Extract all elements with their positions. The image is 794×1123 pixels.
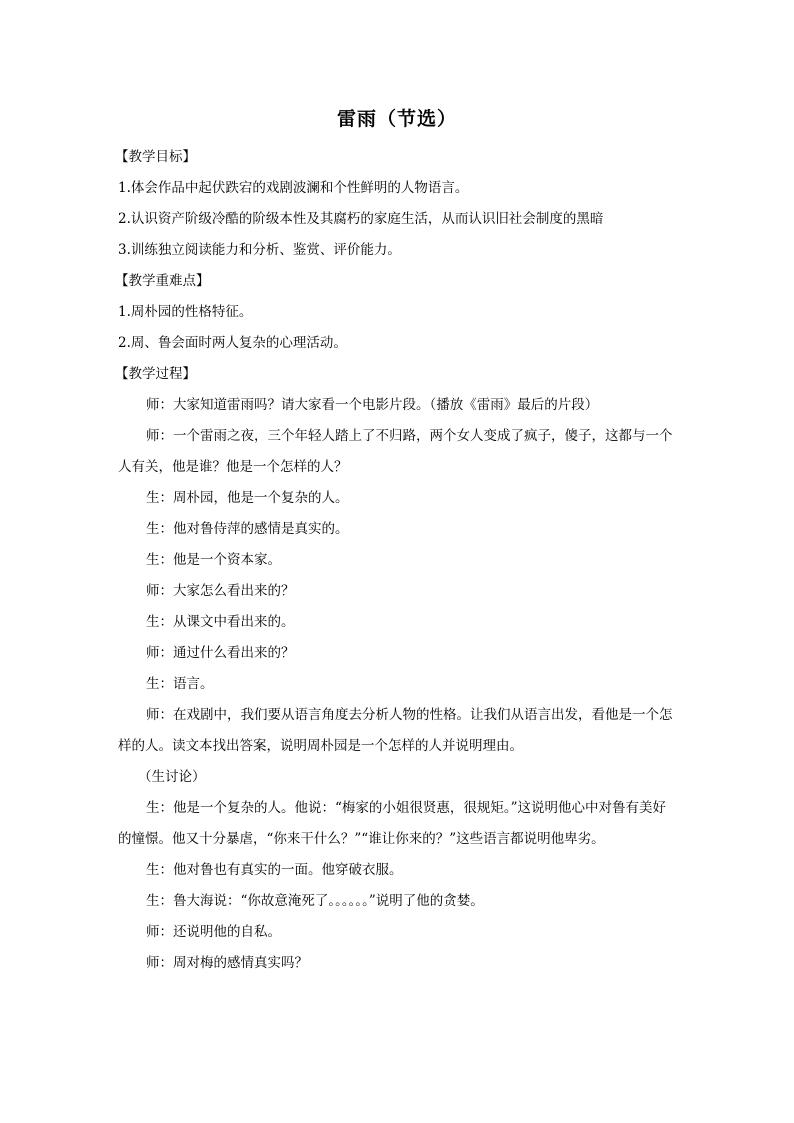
dialogue-line: 生：从课文中看出来的。 <box>146 614 295 630</box>
key-point-item: 1.周朴园的性格特征。 <box>118 304 253 320</box>
dialogue-line: 生：他对鲁侍萍的感情是真实的。 <box>146 521 349 537</box>
goals-heading: 【教学目标】 <box>115 149 196 165</box>
document-body <box>115 142 678 979</box>
dialogue-line: 生：他是一个资本家。 <box>146 552 281 568</box>
dialogue-line: 生：他是一个复杂的人。他说：“梅家的小姐很贤惠，很规矩。”这说明他心中对鲁有美好的憧憬。他又十分暴虐，“你来干什么？”“谁让你来的？”这些语言都说明他卑劣。 <box>118 800 667 847</box>
dialogue-line: 师：周对梅的感情真实吗？ <box>146 955 308 971</box>
dialogue-line: 师：大家知道雷雨吗？请大家看一个电影片段。（播放《雷雨》最后的片段） <box>146 397 599 413</box>
goal-item: 1.体会作品中起伏跌宕的戏剧波澜和个性鲜明的人物语言。 <box>118 180 469 196</box>
dialogue-line: 师：还说明他的自私。 <box>146 924 281 940</box>
dialogue-line: 师：一个雷雨之夜，三个年轻人踏上了不归路，两个女人变成了疯子，傻子，这都与一个人有关，他是谁？他是一个怎样的人？ <box>118 428 673 475</box>
goal-item: 2.认识资产阶级冷酷的阶级本性及其腐朽的家庭生活，从而认识旧社会制度的黑暗 <box>118 211 604 227</box>
dialogue-line: 生：他对鲁也有真实的一面。他穿破衣服。 <box>146 862 403 878</box>
dialogue-line: 生：鲁大海说：“你故意淹死了。。。。。。”说明了他的贪婪。 <box>146 893 484 909</box>
document-title: 雷雨（节选） <box>336 108 457 130</box>
key-points-heading: 【教学重难点】 <box>115 273 210 289</box>
stage-note: （生讨论） <box>138 769 206 785</box>
dialogue-line: 师：在戏剧中，我们要从语言角度去分析人物的性格。让我们从语言出发，看他是一个怎样的人。读文本找出答案，说明周朴园是一个怎样的人并说明理由。 <box>118 707 673 754</box>
key-point-item: 2.周、鲁会面时两人复杂的心理活动。 <box>118 335 347 351</box>
dialogue-line: 师：大家怎么看出来的？ <box>146 583 295 599</box>
dialogue-line: 师：通过什么看出来的？ <box>146 645 295 661</box>
process-heading: 【教学过程】 <box>115 366 196 382</box>
dialogue-line: 生：语言。 <box>146 676 214 692</box>
goal-item: 3.训练独立阅读能力和分析、鉴赏、评价能力。 <box>118 242 401 258</box>
dialogue-line: 生：周朴园，他是一个复杂的人。 <box>146 490 349 506</box>
